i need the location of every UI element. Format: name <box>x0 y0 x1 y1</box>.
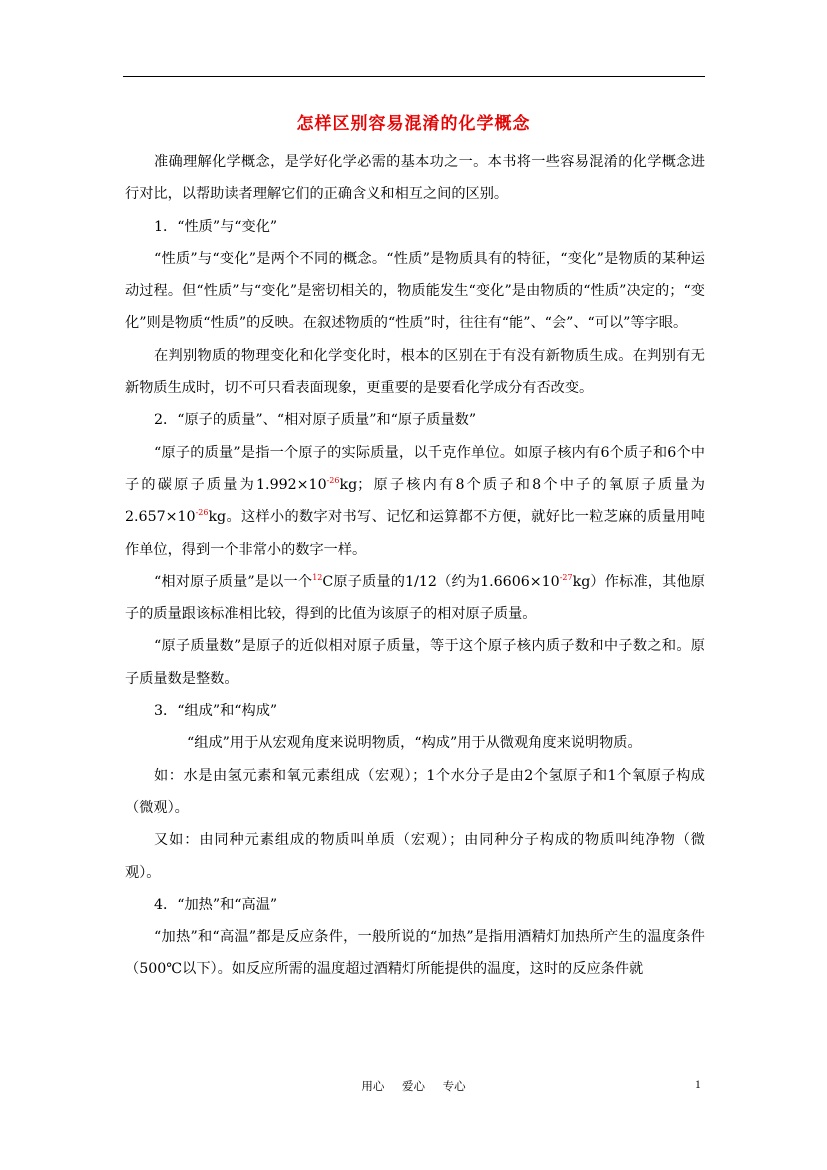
footer-word: 爱心 <box>402 1079 425 1093</box>
section-3-paragraph-3: 又如：由同种元素组成的物质叫单质（宏观）；由同种分子构成的物质叫纯净物（微观）。 <box>125 832 705 881</box>
text-run: “原子的质量”是指一个原子的实际质量，以千克作单位。如原子核内有6个质子和6个中子的碳原子质量为1.992×10 <box>125 444 705 493</box>
intro-paragraph: 准确理解化学概念，是学好化学必需的基本功之一。本书将一些容易混淆的化学概念进行对比，以帮助读者理解它们的正确含义和相互之间的区别。 <box>125 154 705 203</box>
document-body <box>125 146 705 986</box>
text-run: “相对原子质量”是以一个 <box>154 573 313 590</box>
section-2-paragraph-1 <box>125 437 705 566</box>
section-1-paragraph-2: 在判别物质的物理变化和化学变化时，根本的区别在于有没有新物质生成。在判别有无新物质生成时，切不可只看表面现象，更重要的是要看化学成分有否改变。 <box>125 347 705 397</box>
text-run: kg；原子核内有8个质子和8个中子的氧原子质量为2.657×10 <box>125 476 705 526</box>
page-number: 1 <box>695 1079 701 1091</box>
section-4-paragraph-1: “加热”和“高温”都是反应条件，一般所说的“加热”是指用酒精灯加热所产生的温度条件（500℃以下）。如反应所需的温度超过酒精灯所能提供的温度，这时的反应条件就 <box>125 929 705 978</box>
footer-word: 用心 <box>361 1079 385 1093</box>
text-run: C原子质量的1/12（约为1.6606×10 <box>322 573 560 590</box>
text-run: kg）作标准，其他原子的质量跟该标准相比较，得到的比值为该原子的相对原子质量。 <box>125 573 705 623</box>
header-rule <box>123 76 705 77</box>
footer-word: 专心 <box>442 1079 466 1093</box>
page-footer <box>0 1078 827 1094</box>
section-2-paragraph-3: “原子质量数”是原子的近似相对原子质量，等于这个原子核内质子数和中子数之和。原子质量数是整数。 <box>125 638 705 687</box>
section-4-heading: 4．“加热”和“高温” <box>154 896 278 913</box>
section-3-paragraph-2: 如：水是由氢元素和氧元素组成（宏观）；1个水分子是由2个氢原子和1个氧原子构成（微观）。 <box>125 767 705 816</box>
exponent: -26 <box>195 508 209 518</box>
exponent: -27 <box>559 572 573 582</box>
exponent: -26 <box>326 475 340 485</box>
page-title: 怎样区别容易混淆的化学概念 <box>296 114 531 134</box>
section-3-heading: 3．“组成”和“构成” <box>154 703 278 720</box>
section-2-paragraph-2 <box>125 566 705 631</box>
section-1-paragraph-1: “性质”与“变化”是两个不同的概念。“性质”是物质具有的特征，“变化”是物质的某种运动过程。但“性质”与“变化”是密切相关的，物质能发生“变化”是由物质的“性质”决定的；“变化”则是物质“性质”的反映。在叙述物质的“性质”时，往往有“能”、“会”、“可以”等字眼。 <box>125 250 705 332</box>
section-2-heading: 2．“原子的质量”、“相对原子质量”和“原子质量数” <box>154 412 477 429</box>
isotope-number: 12 <box>312 572 323 582</box>
text-run: kg。这样小的数字对书写、记忆和运算都不方便，就好比一粒芝麻的质量用吨作单位，得到一个非常小的数字一样。 <box>125 509 705 558</box>
section-3-paragraph-1: “组成”用于从宏观角度来说明物质，“构成”用于从微观角度来说明物质。 <box>187 735 642 752</box>
section-1-heading: 1．“性质”与“变化” <box>154 218 278 235</box>
